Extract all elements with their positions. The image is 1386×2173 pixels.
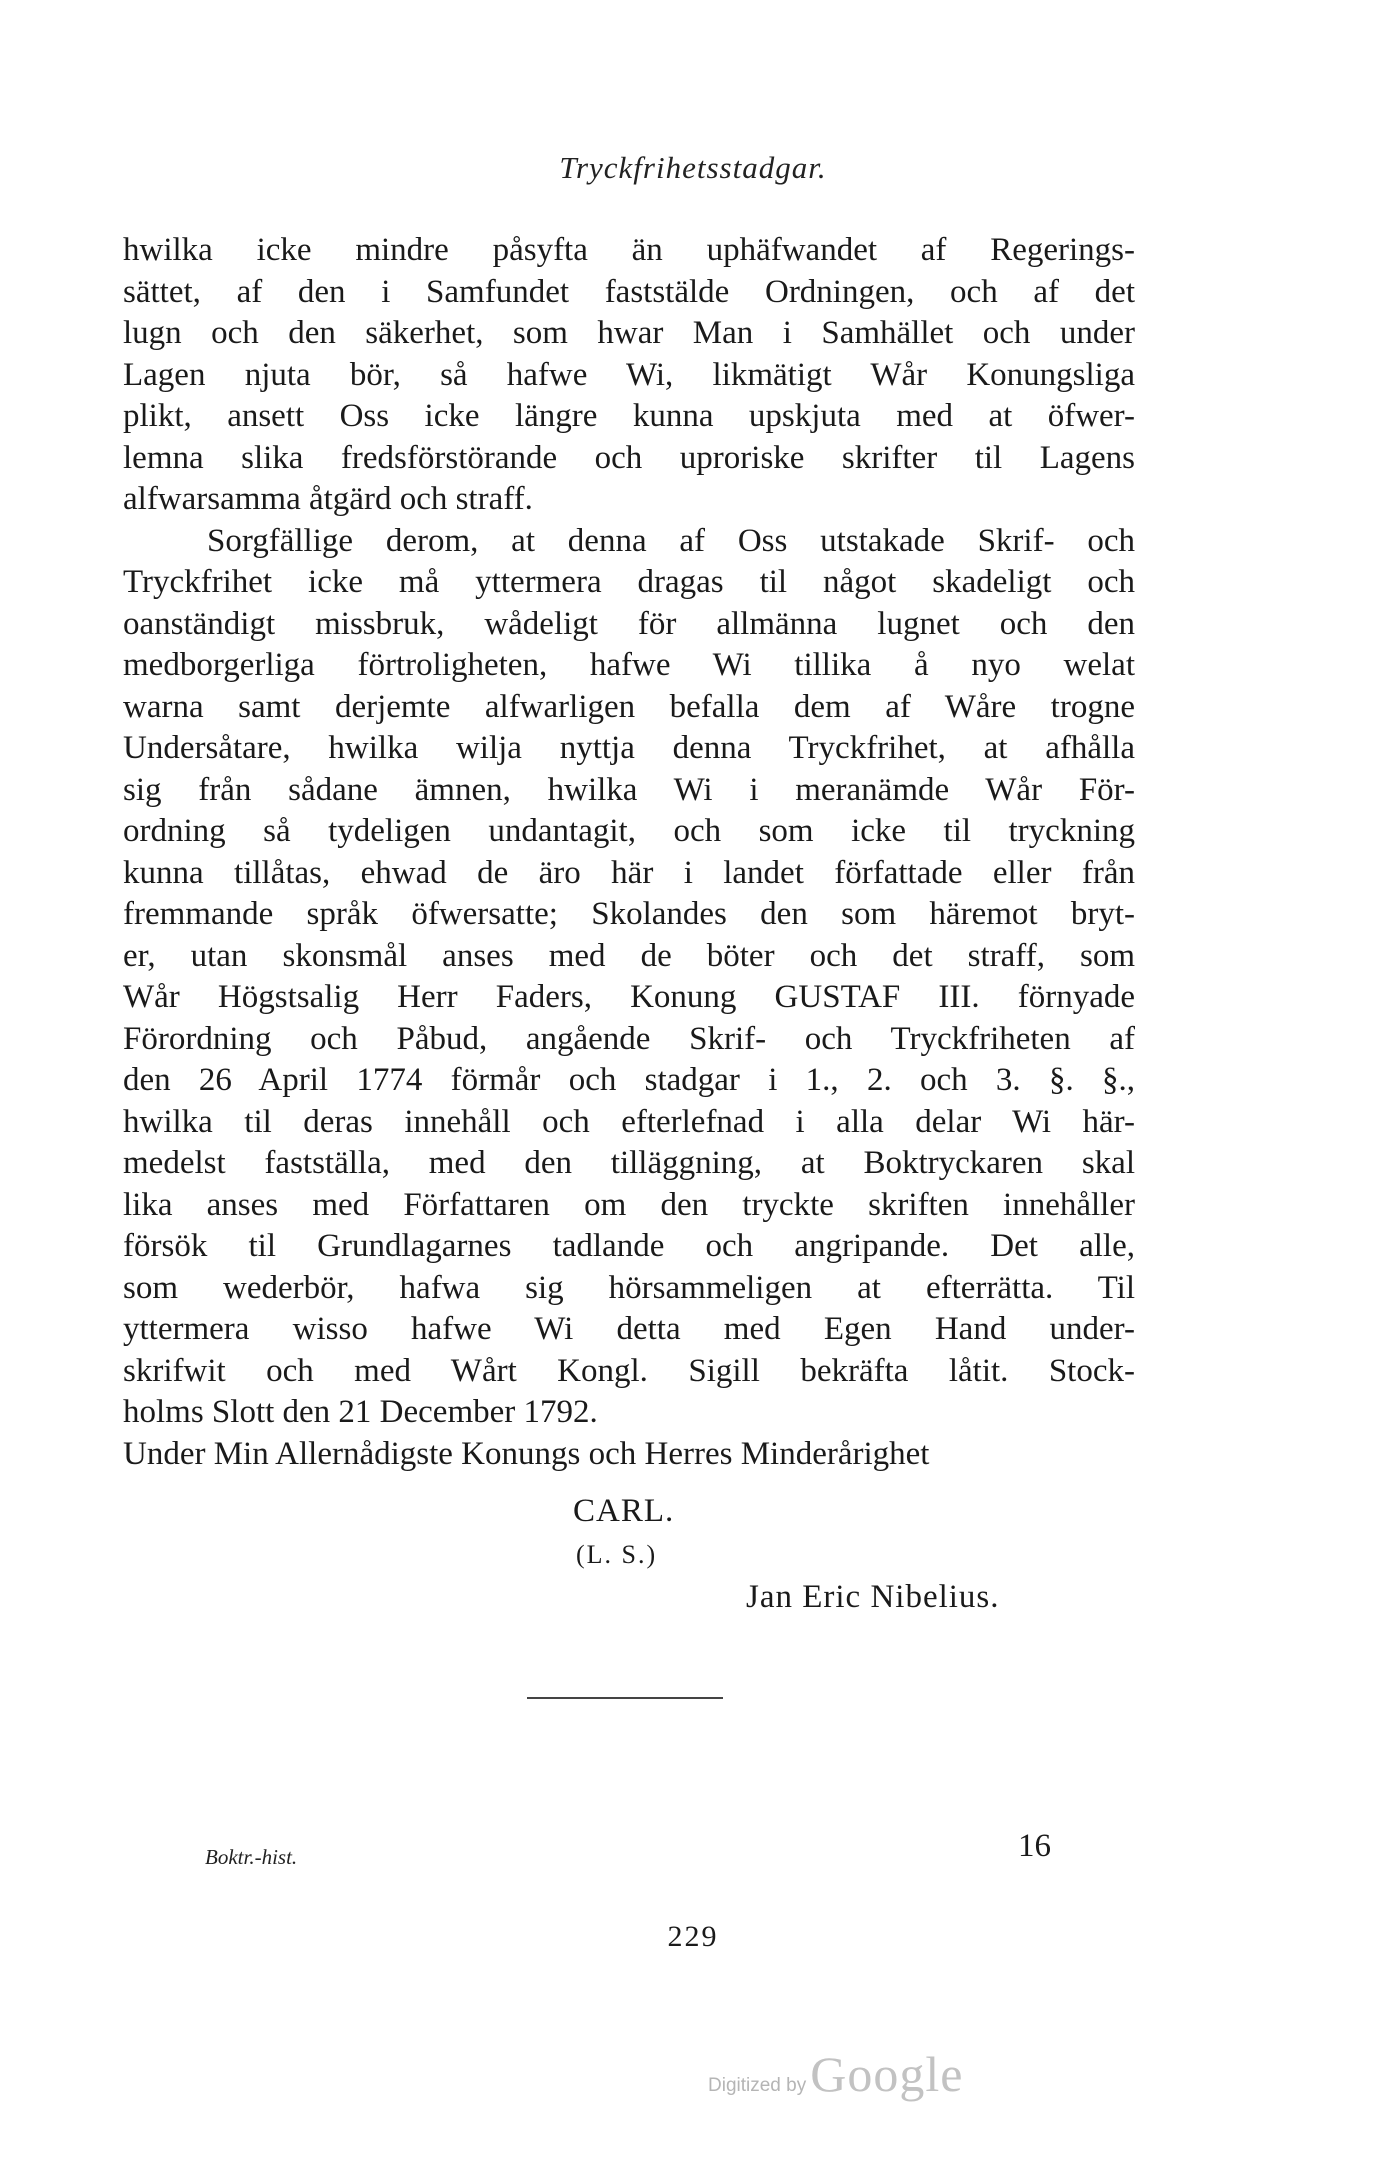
countersignature: Jan Eric Nibelius.: [746, 1579, 1000, 1615]
body-text: [123, 230, 1135, 1475]
body-line: kunna tillåtas, ehwad de äro här i landet författade eller från: [123, 854, 1135, 891]
body-line: Undersåtare, hwilka wilja nyttja denna Tryckfrihet, at afhålla: [123, 730, 1135, 766]
body-line: den 26 April 1774 förmår och stadgar i 1., 2. och 3. §. §.,: [123, 1062, 1135, 1098]
body-line: sig från sådane ämnen, hwilka Wi i meranämde Wår För-: [123, 771, 1135, 808]
body-line: lika anses med Författaren om den tryckte skriften innehåller: [123, 1186, 1135, 1223]
body-line: medborgerliga förtroligheten, hafwe Wi tillika å nyo welat: [123, 647, 1135, 683]
body-line: Förordning och Påbud, angående Skrif- och Tryckfriheten af: [123, 1020, 1135, 1057]
page-number: 229: [667, 1920, 719, 1953]
body-line: yttermera wisso hafwe Wi detta med Egen Hand under-: [123, 1311, 1135, 1347]
body-line: warna samt derjemte alfwarligen befalla dem af Wåre trogne: [123, 688, 1135, 725]
body-line: lemna slika fredsförstörande och uproriske skrifter til Lagens: [123, 439, 1135, 476]
digitized-by-google-watermark: [708, 2045, 963, 2103]
digitized-by-label: Digitized by: [708, 2075, 807, 2096]
body-line: Lagen njuta bör, så hafwe Wi, likmätigt Wår Konungsliga: [123, 356, 1135, 393]
body-line: hwilka icke mindre påsyfta än uphäfwandet af Regerings-: [123, 232, 1135, 268]
body-line: fremmande språk öfwersatte; Skolandes den som häremot bryt-: [123, 896, 1135, 932]
closing-line: Under Min Allernådigste Konungs och Herres Minderårighet: [123, 1435, 930, 1472]
king-signature: CARL.: [573, 1493, 675, 1529]
body-line: som wederbör, hafwa sig hörsammeligen at efterrätta. Til: [123, 1269, 1135, 1306]
body-line: ordning så tydeligen undantagit, och som icke til tryckning: [123, 813, 1135, 849]
gathering-number: 16: [1018, 1828, 1051, 1864]
body-line: lugn och den säkerhet, som hwar Man i Samhället och under: [123, 315, 1135, 351]
body-line: sättet, af den i Samfundet faststälde Ordningen, och af det: [123, 273, 1135, 310]
printer-signature-mark: Boktr.-hist.: [205, 1845, 298, 1869]
body-line: oanständigt missbruk, wådeligt för allmänna lugnet och den: [123, 605, 1135, 642]
body-line: Tryckfrihet icke må yttermera dragas til något skadeligt och: [123, 564, 1135, 600]
body-line: Wår Högstsalig Herr Faders, Konung GUSTAF III. förnyade: [123, 979, 1135, 1015]
body-line: hwilka til deras innehåll och efterlefnad i alla delar Wi här-: [123, 1103, 1135, 1140]
running-head: Tryckfrihetsstadgar.: [559, 150, 827, 185]
body-line: plikt, ansett Oss icke längre kunna upskjuta med at öfwer-: [123, 398, 1135, 434]
body-line: medelst fastställa, med den tilläggning, at Boktryckaren skal: [123, 1145, 1135, 1181]
body-line: skrifwit och med Wårt Kongl. Sigill bekräfta låtit. Stock-: [123, 1352, 1135, 1389]
body-line: holms Slott den 21 December 1792.: [123, 1394, 598, 1430]
body-line: alfwarsamma åtgärd och straff.: [123, 481, 533, 517]
body-line-paragraph-start: Sorgfällige derom, at denna af Oss utstakade Skrif- och: [207, 522, 1135, 559]
body-line: er, utan skonsmål anses med de böter och det straff, som: [123, 937, 1135, 974]
google-logo: Google: [810, 2046, 964, 2102]
section-divider: [527, 1697, 723, 1699]
seal-mark: (L. S.): [576, 1540, 658, 1569]
body-line: försök til Grundlagarnes tadlande och angripande. Det alle,: [123, 1228, 1135, 1264]
